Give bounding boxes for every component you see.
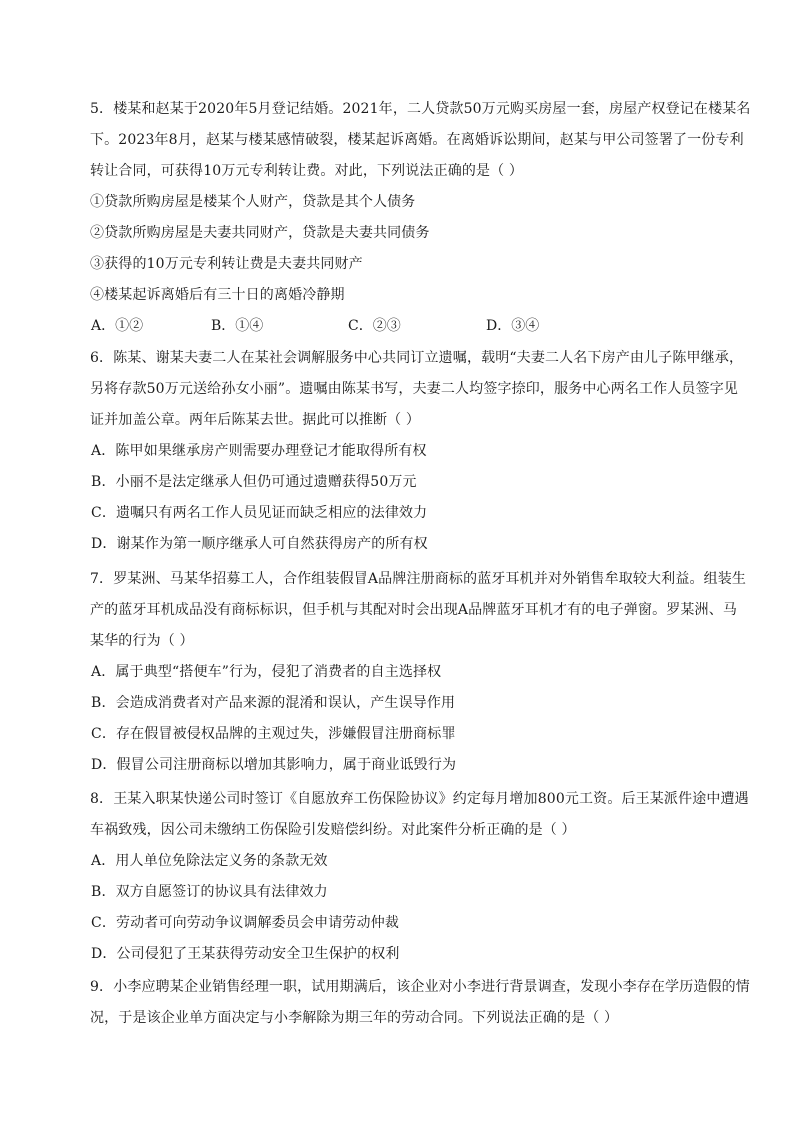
option-a[interactable]: A．陈甲如果继承房产则需要办理登记才能取得所有权: [91, 443, 427, 459]
option-d[interactable]: D．假冒公司注册商标以增加其影响力，属于商业诋毁行为: [91, 757, 457, 773]
choice-row: [90, 311, 715, 342]
question-stem-line: 证并加盖公章。两年后陈某去世。据此可以推断（ ）: [90, 412, 421, 428]
option-b[interactable]: B．小丽不是法定继承人但仍可通过遗赠获得50万元: [91, 474, 417, 490]
question-6: [90, 343, 744, 560]
question-stem-line: 6．陈某、谢某夫妻二人在某社会调解服务中心共同订立遗嘱，载明“夫妻二人名下房产由儿子陈甲继承，: [90, 350, 744, 366]
question-5: [90, 94, 751, 342]
option-b[interactable]: B．会造成消费者对产品来源的混淆和误认，产生误导作用: [91, 695, 456, 711]
choice-c[interactable]: C．②③: [348, 318, 401, 334]
question-9: [90, 972, 750, 1034]
question-stem-line: 况，于是该企业单方面决定与小李解除为期三年的劳动合同。下列说法正确的是（ ）: [90, 1010, 619, 1026]
question-stem-line: 7．罗某洲、马某华招募工人，合作组装假冒A品牌注册商标的蓝牙耳机并对外销售牟取较大利益。组装生: [90, 571, 747, 587]
statement-2: ②贷款所购房屋是夫妻共同财产，贷款是夫妻共同债务: [90, 225, 430, 241]
option-a[interactable]: A．属于典型“搭便车”行为，侵犯了消费者的自主选择权: [91, 664, 442, 680]
choice-a[interactable]: A．①②: [91, 318, 144, 334]
choice-d[interactable]: D．③④: [486, 318, 540, 334]
statement-3: ③获得的10万元专利转让费是夫妻共同财产: [90, 256, 363, 272]
question-stem-line: 9．小李应聘某企业销售经理一职，试用期满后，该企业对小李进行背景调查，发现小李存在学历造假的情: [90, 979, 750, 995]
choice-b[interactable]: B．①④: [211, 318, 264, 334]
option-b[interactable]: B．双方自愿签订的协议具有法律效力: [91, 884, 328, 900]
question-stem-line: 产的蓝牙耳机成品没有商标标识，但手机与其配对时会出现A品牌蓝牙耳机才有的电子弹窗。罗某洲、马: [90, 602, 738, 618]
option-a[interactable]: A．用人单位免除法定义务的条款无效: [91, 853, 328, 869]
statement-4: ④楼某起诉离婚后有三十日的离婚冷静期: [90, 287, 345, 303]
option-c[interactable]: C．存在假冒被侵权品牌的主观过失，涉嫌假冒注册商标罪: [91, 726, 456, 742]
option-c[interactable]: C．劳动者可向劳动争议调解委员会申请劳动仲裁: [91, 915, 400, 931]
question-stem-line: 某华的行为（ ）: [90, 633, 194, 649]
question-stem-line: 转让合同，可获得10万元专利转让费。对此，下列说法正确的是（ ）: [90, 163, 524, 179]
question-stem-line: 下。2023年8月，赵某与楼某感情破裂，楼某起诉离婚。在离婚诉讼期间，赵某与甲公司签署了一份专利: [90, 132, 744, 148]
question-stem-line: 另将存款50万元送给孙女小丽”。遗嘱由陈某书写，夫妻二人均签字捺印，服务中心两名工作人员签字见: [90, 381, 739, 397]
statement-1: ①贷款所购房屋是楼某个人财产，贷款是其个人债务: [90, 194, 416, 210]
question-7: [90, 564, 747, 781]
question-8: [90, 784, 749, 970]
question-stem-line: 8．王某入职某快递公司时签订《自愿放弃工伤保险协议》约定每月增加800元工资。后王某派件途中遭遇: [90, 791, 749, 807]
question-stem-line: 车祸致残，因公司未缴纳工伤保险引发赔偿纠纷。对此案件分析正确的是（ ）: [90, 822, 576, 838]
option-d[interactable]: D．公司侵犯了王某获得劳动安全卫生保护的权利: [91, 946, 400, 962]
option-d[interactable]: D．谢某作为第一顺序继承人可自然获得房产的所有权: [91, 536, 428, 552]
question-stem-line: 5．楼某和赵某于2020年5月登记结婚。2021年，二人贷款50万元购买房屋一套，房屋产权登记在楼某名: [90, 101, 751, 117]
option-c[interactable]: C．遗嘱只有两名工作人员见证而缺乏相应的法律效力: [91, 505, 428, 521]
